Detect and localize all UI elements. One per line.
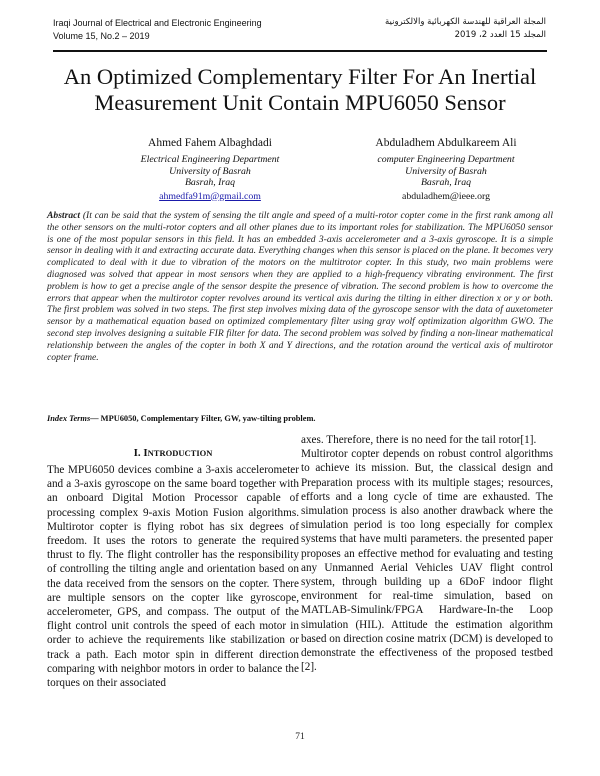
author-location: Basrah, Iraq bbox=[420, 177, 472, 188]
abstract bbox=[47, 210, 553, 363]
paper-title bbox=[30, 64, 570, 116]
title-line-1: An Optimized Complementary Filter For An Inertial bbox=[63, 64, 537, 89]
journal-name-english: Iraqi Journal of Electrical and Electronic Engineering bbox=[53, 18, 262, 28]
journal-name-arabic: المجلة العراقية للهندسة الكهربائية والالكترونية bbox=[385, 17, 546, 27]
author-name: Ahmed Fahem Albaghdadi bbox=[148, 137, 272, 149]
section-title: NTRODUCTION bbox=[147, 448, 213, 458]
right-column bbox=[301, 433, 553, 674]
author-department: computer Engineering Department bbox=[377, 154, 515, 165]
author-university: University of Basrah bbox=[169, 165, 251, 177]
author-university: University of Basrah bbox=[405, 165, 487, 177]
section-number: I. I bbox=[133, 447, 148, 459]
title-line-2: Measurement Unit Contain MPU6050 Sensor bbox=[94, 90, 506, 115]
body-paragraph: The MPU6050 devices combine a 3-axis accelerometer and a 3-axis gyroscope on the same board together with an onboard Digital Motion Processor capable of processing complex 9-axis Motion Fusion algorithms. Multirotor copter is flying robot has six degrees of freedom. It uses the rotors to generate the required thrust to fly. The flight controller has the responsibility of controlling the tilting angle and orientation based on the data received from the sensors on the copter. There are multiple sensors on the copter like gyroscope, accelerometer, GPS, and compass. The output of the flight control unit controls the speed of each motor in order to achieve the requirements like stabilization or track a path. Each motor spin in different direction comparing with neighbor motors in order to balance the torques on their associated bbox=[47, 464, 299, 690]
body-paragraph: axes. Therefore, there is no need for the tail rotor[1]. bbox=[301, 434, 537, 446]
abstract-text: (It can be said that the system of sensing the tilt angle and speed of a multi-rotor copter come in the first rank among all the other sensors on the multi-rotor copters and all other planes due to its important roles for stabilization. The MPU6050 sensor is one of the most popular sensors in this field. It has an embedded 3-axis accelerometer and a 3-axis gyroscope. It is a simple sensor in dealing with it and extracting accurate data. Everything changes when this sensor is placed on the plane. It becomes very complicated to deal with it due to vibration of the motors on the multitrotor copter. In this study, two main problems were diagnosed was solved that appear in most sensors when they are applied to a high-frequency vibrating environment. The first problem is how to get a precise angle of the sensor despite the presence of vibration. The second problem is how to overcome the errors that appear when the multirotor copter revolves around its vertical axis during the tilting in either direction x or y or both. The first problem was solved in two steps. The first step involves mixing data of the gyroscope sensor with the data of auxetometer sensor by a mathematical equation based on optimized complementary filter using gray wolf optimization algorithm GWO. The second step involves designing a suitable FIR filter for data. The second problem was solved by finding a non-linear mathematical relationship between the angles of the copter in both X and Y directions, and the rotation around the vertical axis of multirotor copter frame. bbox=[47, 210, 553, 363]
left-column bbox=[47, 446, 299, 690]
journal-volume-arabic: المجلد 15 العدد 2، 2019 bbox=[454, 30, 546, 40]
author-block-1 bbox=[95, 136, 325, 204]
author-block-2 bbox=[331, 136, 561, 204]
author-department: Electrical Engineering Department bbox=[140, 154, 280, 165]
page-number: 71 bbox=[295, 732, 305, 742]
abstract-label: Abstract bbox=[47, 210, 81, 221]
author-location: Basrah, Iraq bbox=[184, 177, 236, 188]
section-heading-introduction bbox=[47, 446, 299, 460]
journal-volume-english: Volume 15, No.2 – 2019 bbox=[53, 31, 150, 41]
author-name: Abduladhem Abdulkareem Ali bbox=[375, 137, 517, 149]
header-divider bbox=[53, 50, 547, 52]
journal-header-arabic bbox=[385, 16, 546, 42]
journal-header-english bbox=[53, 17, 262, 43]
index-terms-list: MPU6050, Complementary Filter, GW, yaw-tilting problem. bbox=[98, 414, 316, 423]
author-email-link[interactable]: ahmedfa91m@gmail.com bbox=[159, 190, 261, 202]
body-paragraph: Multirotor copter depends on robust control algorithms to achieve its mission. But, the classical design and Preparation process with its multiple stages; resources, efforts and a long cycle of time are exhausted. The simulation process is also another drawback where the simulation period is too long especially for complex systems that have multi parameters. the presented paper proposes an effective method for evaluating and testing any Unmanned Aerial Vehicles UAV flight control system, through building up a 6DoF indoor flight environment for real-time simulation, based on MATLAB-Simulink/FPGA Hardware-In-the Loop simulation (HIL). Attitude the estimation algorithm based on direction cosine matrix (DCM) is developed to demonstrate the effectiveness of the proposed testbed [2]. bbox=[301, 448, 553, 674]
author-email: abduladhem@ieee.org bbox=[402, 190, 490, 202]
index-terms-label: Index Terms— bbox=[47, 414, 99, 423]
index-terms bbox=[47, 413, 316, 424]
